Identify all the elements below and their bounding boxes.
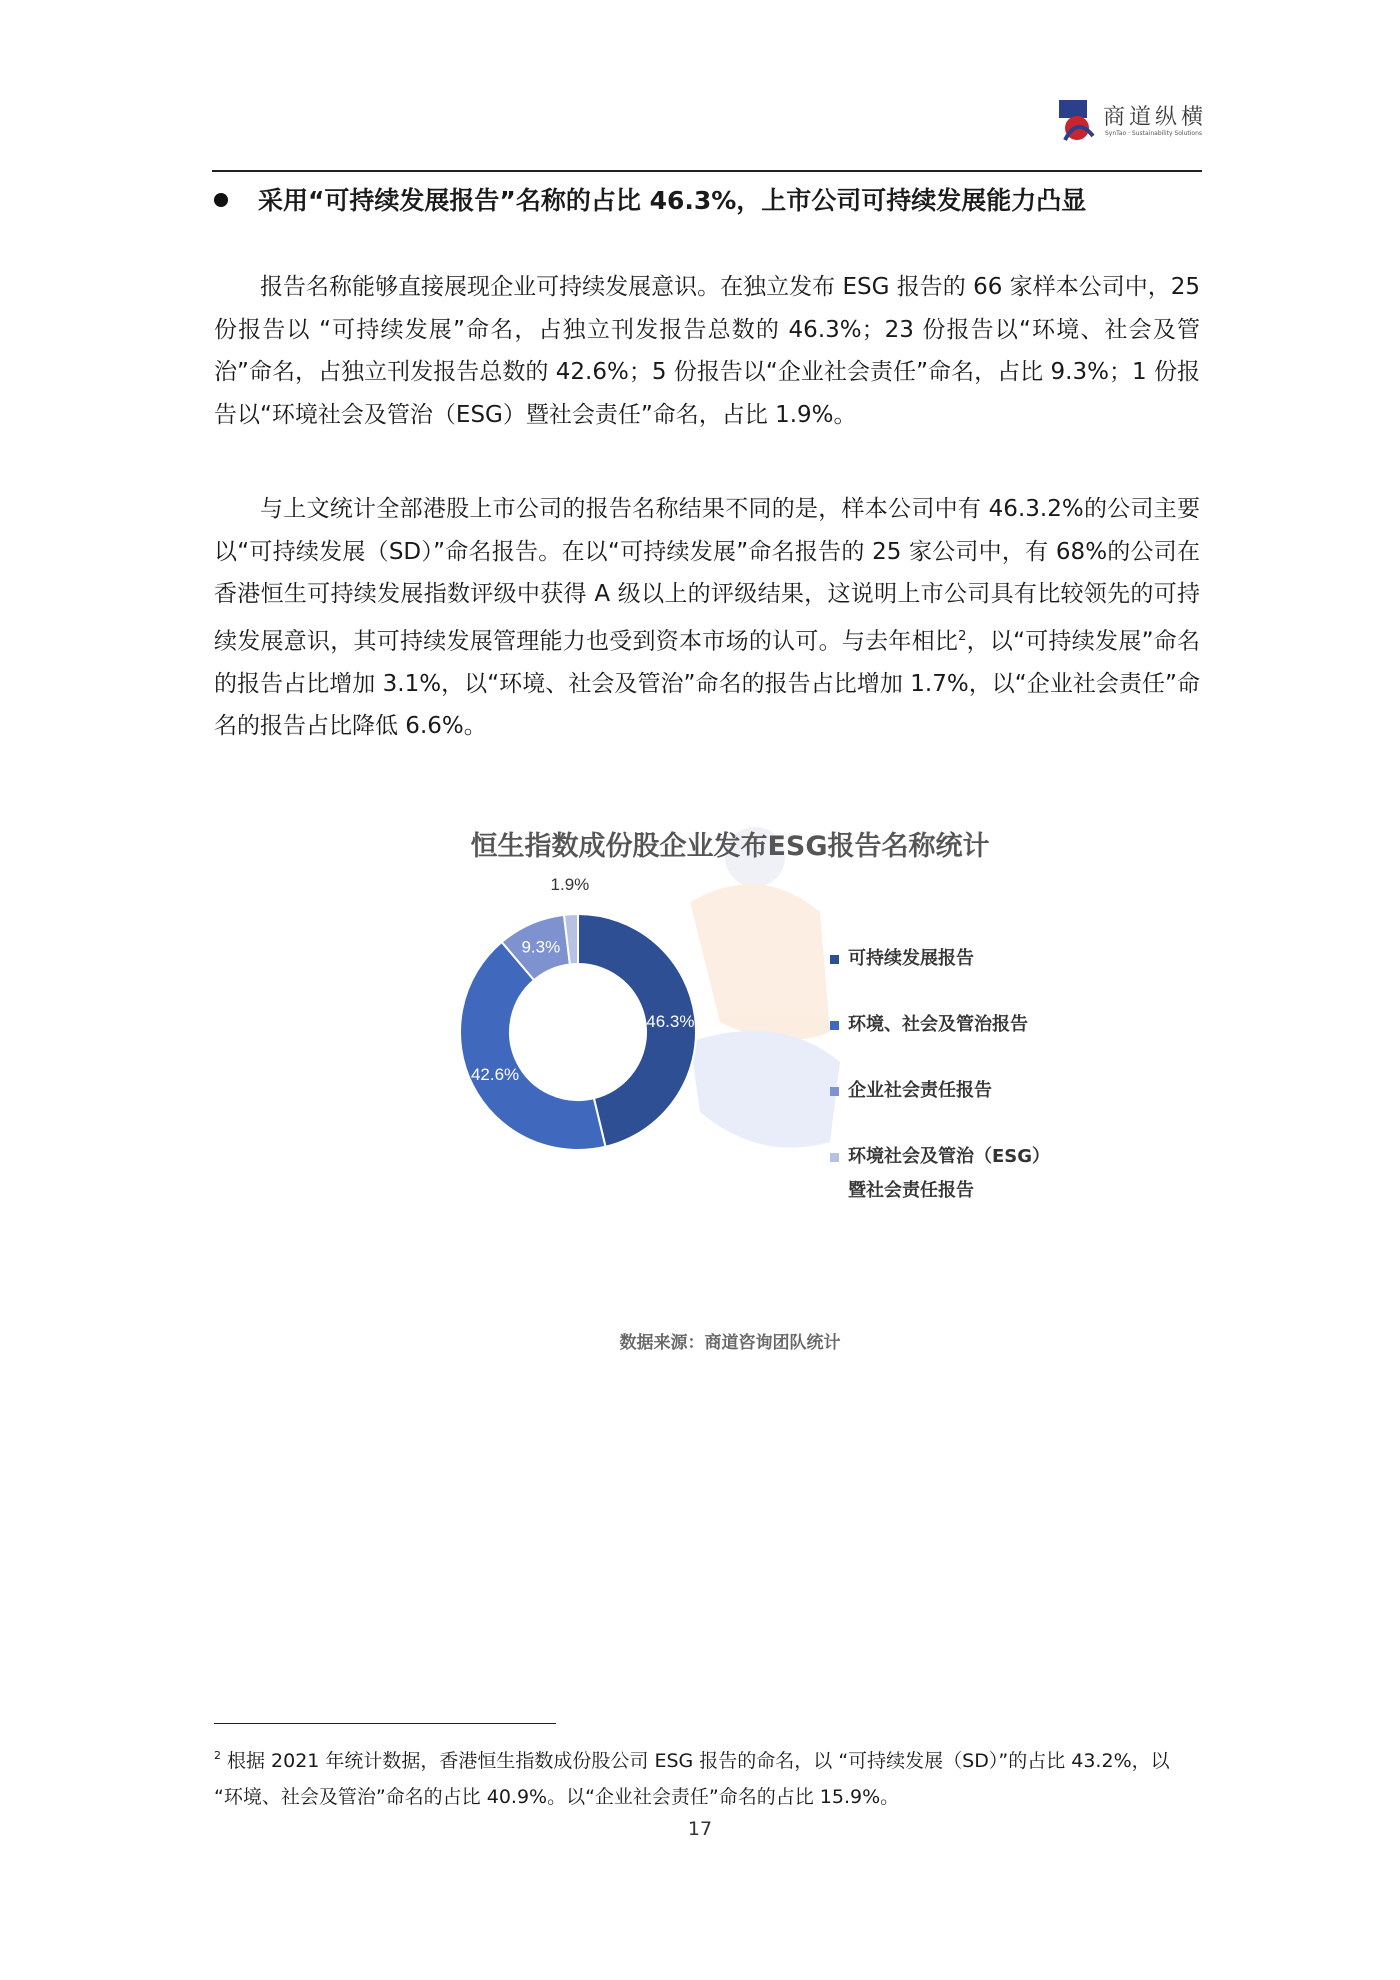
legend-label-2-1: 环境、社会及管治报告 <box>848 1014 1028 1035</box>
slice-label-3: 9.3% <box>521 937 561 957</box>
legend-label-4-1: 环境社会及管治（ESG） <box>848 1146 1051 1167</box>
chart-figure <box>360 782 1100 1272</box>
section-heading <box>214 181 1204 221</box>
legend-label-1-1: 可持续发展报告 <box>848 948 974 969</box>
footnote-divider <box>214 1723 556 1724</box>
legend-swatch-1 <box>830 955 839 964</box>
company-logo <box>1055 96 1215 146</box>
legend-swatch-3 <box>830 1087 839 1096</box>
chart-title: 恒生指数成份股企业发布ESG报告名称统计 <box>470 831 990 862</box>
slice-label-2: 42.6% <box>470 1065 520 1085</box>
logo-text: 商道纵横 <box>1103 105 1208 130</box>
footnote-ref[interactable]: 2 <box>958 628 967 644</box>
slice-label-1: 46.3% <box>646 1012 695 1032</box>
footnote-text: 根据 2021 年统计数据，香港恒生指数成份股公司 ESG 报告的命名，以 “可持续发展（SD）”的占比 43.2%，以 “环境、社会及管治”命名的占比 40.9%。以“企业社会责任”命名的占比 15.9%。 <box>214 1750 1170 1808</box>
logo-subtext: SynTao · Sustainability Solutions <box>1105 130 1203 137</box>
paragraph-2 <box>214 488 1200 748</box>
legend-item-1[interactable] <box>830 942 1100 976</box>
logo-mark-icon <box>1055 96 1099 144</box>
watermark <box>690 827 840 1148</box>
legend-label-3-1: 企业社会责任报告 <box>848 1080 992 1101</box>
page-number: 17 <box>687 1818 713 1840</box>
slice-label-4: 1.9% <box>550 875 590 895</box>
legend-item-3[interactable] <box>830 1074 1100 1108</box>
legend-item-2[interactable] <box>830 1008 1100 1042</box>
header-divider <box>212 170 1202 172</box>
legend-item-4[interactable] <box>830 1140 1100 1208</box>
data-source: 数据来源：商道咨询团队统计 <box>619 1333 841 1353</box>
paragraph-1: 报告名称能够直接展现企业可持续发展意识。在独立发布 ESG 报告的 66 家样本公司中，25 份报告以 “可持续发展”命名，占独立刊发报告总数的 46.3%；23 份报告以“环境、社会及管治”命名，占独立刊发报告总数的 42.6%；5 份报告以“企业社会责任”命名，占比 9.3%；1 份报告以“环境社会及管治（ESG）暨社会责任”命名，占比 1.9%。 <box>214 274 1200 428</box>
chart-legend <box>830 942 1100 1240</box>
section-heading-text: 采用“可持续发展报告”名称的占比 46.3%，上市公司可持续发展能力凸显 <box>258 186 1087 215</box>
paragraph-2-part-2: ，以“可持续发展”命名的报告占比增加 3.1%，以“环境、社会及管治”命名的报告占比增加 1.7%，以“企业社会责任”命名的报告占比降低 6.6%。 <box>214 628 1200 740</box>
legend-label-4-2: 暨社会责任报告 <box>848 1180 974 1201</box>
legend-swatch-4 <box>830 1153 839 1162</box>
paragraph-2-part-1: 与上文统计全部港股上市公司的报告名称结果不同的是，样本公司中有 46.3.2%的公司主要以“可持续发展（SD）”命名报告。在以“可持续发展”命名报告的 25 家公司中，有 68%的公司在香港恒生可持续发展指数评级中获得 A 级以上的评级结果，这说明上市公司具有比较领先的可持续发展意识，其可持续发展管理能力也受到资本市场的认可。与去年相比 <box>214 496 1200 655</box>
bullet-icon <box>214 193 228 207</box>
donut-slices <box>460 914 696 1150</box>
footnote <box>214 1738 1200 1815</box>
legend-swatch-2 <box>830 1021 839 1030</box>
footnote-number: 2 <box>214 1749 221 1762</box>
